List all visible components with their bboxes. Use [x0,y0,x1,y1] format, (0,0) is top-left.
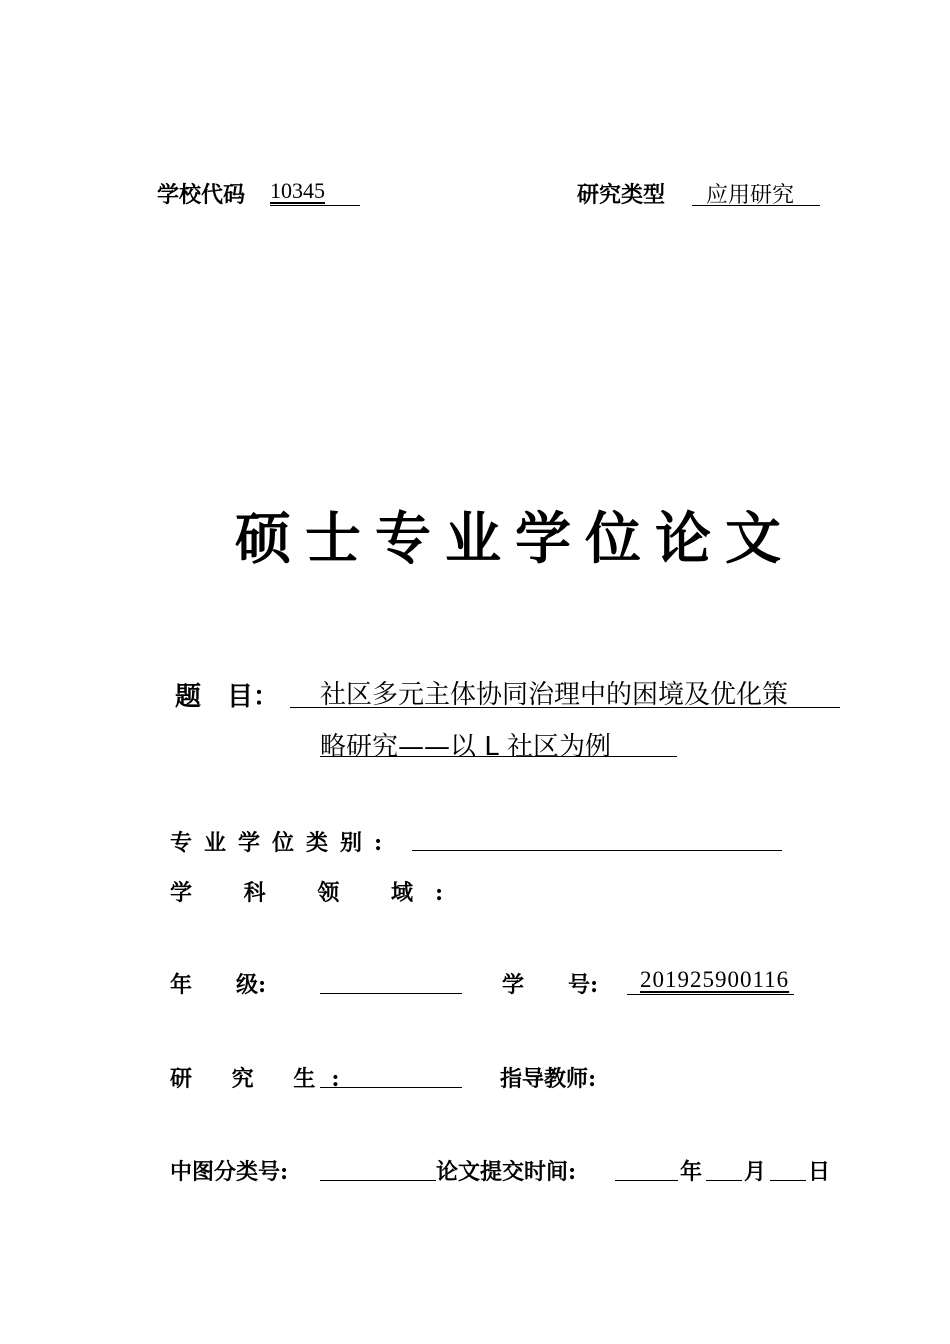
thesis-title-label: 题 目： [175,682,280,712]
degree-type-underline [412,850,782,851]
school-code-underline [270,205,360,206]
grade-label: 年 级: [170,972,267,998]
day-underline [770,1180,806,1181]
thesis-title-underline1 [290,707,840,708]
degree-type-label: 专业学位类别: [170,830,395,856]
clc-underline [320,1180,436,1181]
year-underline [615,1180,678,1181]
month-underline [706,1180,742,1181]
year-unit: 年 [680,1159,703,1185]
advisor-label: 指导教师: [500,1066,597,1092]
research-type-label: 研究类型 [577,182,666,208]
student-label: 研 究 生: [170,1066,356,1092]
student-id-value: 201925900116 [640,967,790,992]
school-code-value: 10345 [270,178,325,203]
grade-underline [320,993,462,994]
thesis-title-line1: 社区多元主体协同治理中的困境及优化策 [320,680,789,710]
research-type-value: 应用研究 [706,183,795,208]
student-id-underline [627,994,794,995]
thesis-title-underline2 [320,756,677,757]
thesis-title-line2: 略研究——以 L 社区为例 [320,732,612,762]
clc-label: 中图分类号: [170,1159,289,1185]
school-code-label: 学校代码 [157,182,246,208]
page-title: 硕士专业学位论文 [235,506,795,572]
field-label: 学 科 领 域: [170,880,466,906]
student-id-label: 学 号: [502,972,599,998]
submit-time-label: 论文提交时间: [436,1159,577,1185]
day-unit: 日 [808,1159,831,1185]
research-type-underline [692,205,820,206]
student-underline [320,1087,462,1088]
month-unit: 月 [744,1159,767,1185]
